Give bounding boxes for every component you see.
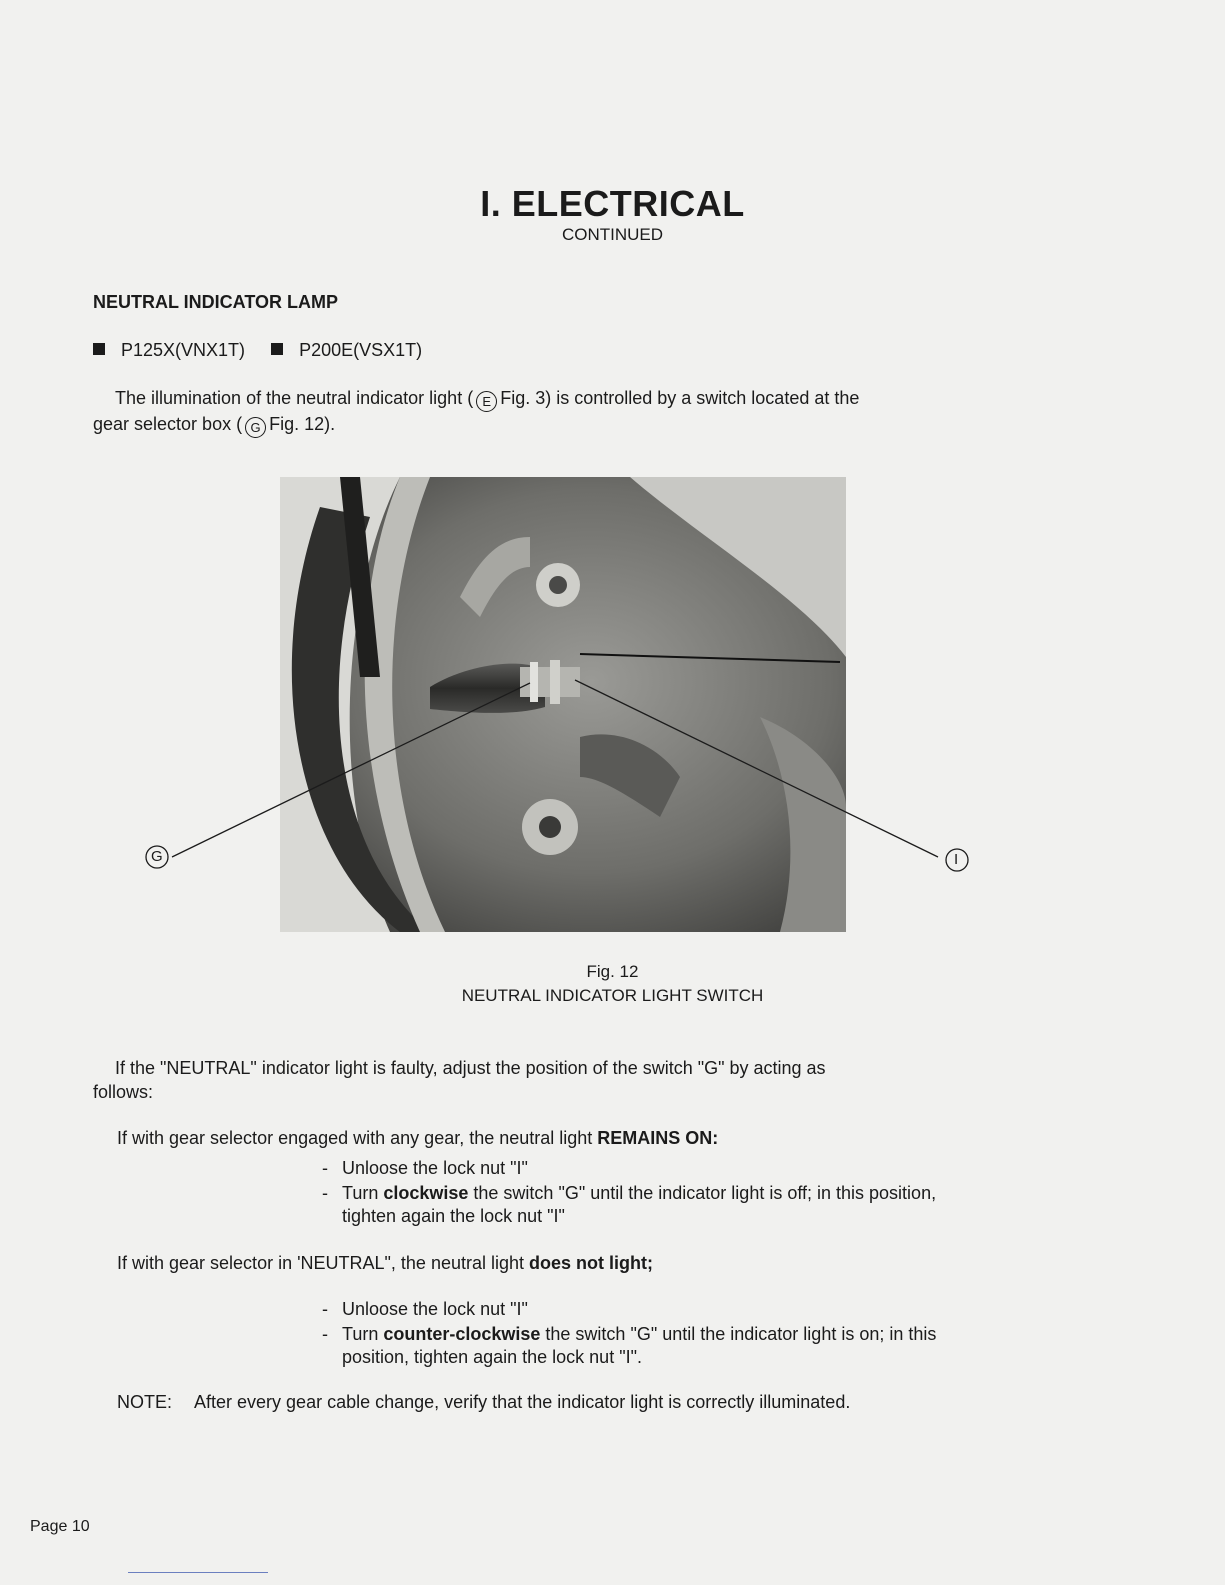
case1-bold: REMAINS ON:	[597, 1128, 719, 1148]
figure-number: Fig. 12	[586, 962, 639, 981]
figure-caption: NEUTRAL INDICATOR LIGHT SWITCH	[461, 986, 764, 1005]
step-text: Unloose the lock nut "I"	[342, 1299, 528, 1319]
intro-text: Fig. 12).	[269, 414, 336, 434]
step-text: Turn	[342, 1324, 384, 1344]
case2-bold: does not light;	[529, 1253, 653, 1273]
section-heading: NEUTRAL INDICATOR LAMP	[93, 292, 338, 312]
leader-line-i	[575, 680, 938, 857]
faulty-line: follows:	[93, 1082, 154, 1102]
step-text: the switch "G" until the indicator light is off; in this position,	[468, 1183, 937, 1203]
step-bold: clockwise	[383, 1183, 469, 1203]
faulty-line	[93, 1056, 826, 1080]
faulty-text: If the "NEUTRAL" indicator light is faulty, adjust the position of the switch "G" by acting as	[115, 1058, 826, 1078]
step-text: Unloose the lock nut "I"	[342, 1158, 528, 1178]
step-text: position, tighten again the lock nut "I".	[342, 1347, 642, 1367]
ref-e-badge: E	[476, 391, 497, 412]
callout-g-label: G	[151, 848, 163, 865]
footer-rule	[128, 1572, 268, 1573]
callout-i-label: I	[954, 851, 959, 868]
intro-text: The illumination of the neutral indicator light (	[115, 388, 474, 408]
note	[117, 1390, 850, 1414]
case1-text: If with gear selector engaged with any gear, the neutral light	[117, 1128, 598, 1148]
faulty-paragraph	[93, 1056, 826, 1104]
page-number: Page 10	[30, 1518, 90, 1535]
case2-heading	[117, 1251, 653, 1275]
step-text: the switch "G" until the indicator light is on; in this	[540, 1324, 937, 1344]
note-label: NOTE:	[117, 1392, 173, 1412]
case1-heading	[117, 1126, 718, 1150]
case2-step-1: - Unloose the lock nut "I"	[322, 1299, 528, 1319]
case2-text: If with gear selector in 'NEUTRAL", the neutral light	[117, 1253, 530, 1273]
note-text: After every gear cable change, verify that the indicator light is correctly illuminated.	[194, 1392, 851, 1412]
case1-step-2: - Turn clockwise the switch "G" until the indicator light is off; in this position, tighten again the lock nut "I"	[322, 1183, 937, 1226]
step-bold: counter-clockwise	[383, 1324, 541, 1344]
page-title: I. ELECTRICAL	[480, 183, 745, 224]
page-subtitle: CONTINUED	[561, 225, 664, 244]
step-text: tighten again the lock nut "I"	[342, 1206, 565, 1226]
model-item: P200E(VSX1T)	[299, 340, 423, 360]
ref-g-badge: G	[245, 417, 266, 438]
intro-text: Fig. 3) is controlled by a switch located at the	[500, 388, 860, 408]
case2-step-2: - Turn counter-clockwise the switch "G" until the indicator light is on; in this position, tighten again the lock nut "I".	[322, 1324, 937, 1367]
leader-line-g	[172, 683, 530, 857]
case1-step-1: - Unloose the lock nut "I"	[322, 1158, 528, 1178]
intro-text: gear selector box (	[93, 414, 243, 434]
model-item: P125X(VNX1T)	[121, 340, 246, 360]
step-text: Turn	[342, 1183, 384, 1203]
